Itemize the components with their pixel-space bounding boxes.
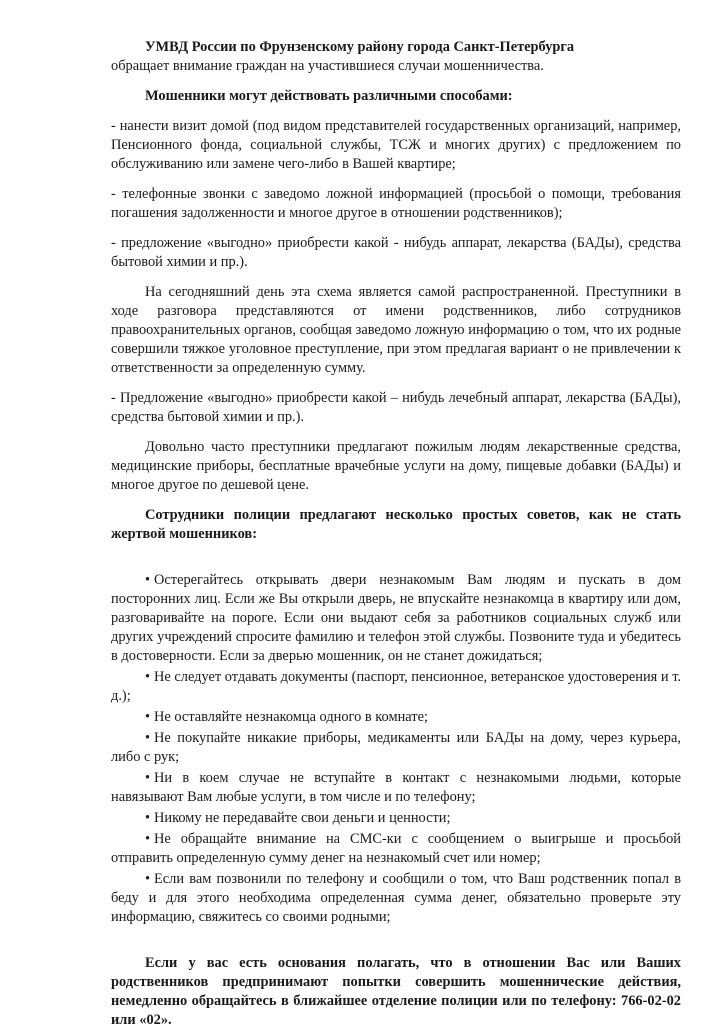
bullet-icon: • — [145, 871, 151, 887]
bullet-icon: • — [145, 810, 151, 826]
method-item: - телефонные звонки с заведомо ложной информацией (просьбой о помощи, требования погашения задолженности и многое другое в отношении родственников); — [111, 186, 681, 221]
advice-item-text: Никому не передавайте свои деньги и ценности; — [154, 810, 451, 826]
bullet-icon: • — [145, 770, 151, 786]
methods-heading: Мошенники могут действовать различными способами: — [145, 88, 513, 104]
advice-item-text: Если вам позвонили по телефону и сообщили о том, что Ваш родственник попал в беду и для этого необходима определенная сумма денег, обязательно проверьте эту информацию, свяжитесь со своими родными; — [111, 871, 681, 925]
advice-item-text: Не оставляйте незнакомца одного в комнате; — [154, 709, 428, 725]
method-item: - нанести визит домой (под видом представителей государственных организаций, например, Пенсионного фонда, социальной службы, ТСЖ и многих других) с предложением по обслуживанию или замене чего-либо в Вашей квартире; — [111, 118, 681, 172]
advice-item — [111, 668, 681, 706]
advice-list — [111, 571, 681, 927]
advice-item — [111, 769, 681, 807]
body-paragraph: Довольно часто преступники предлагают пожилым людям лекарственные средства, медицинские приборы, бесплатные врачебные услуги на дому, пищевые добавки (БАДы) и многое другое по дешевой цене. — [111, 439, 681, 493]
body-paragraph: На сегодняшний день эта схема является самой распространенной. Преступники в ходе разговора представляются от имени родственников, либо сотрудников правоохранительных органов, сообщая заведомо ложную информацию о том, что их родные совершили тяжкое уголовное преступление, при этом предлагая вариант о не привлечении к ответственности за определенную сумму. — [111, 284, 681, 376]
document-title: УМВД России по Фрунзенскому району города Санкт-Петербурга — [145, 39, 575, 55]
advice-item-text: Не обращайте внимание на СМС-ки с сообщением о выигрыше и просьбой отправить определенную сумму денег на незнакомый счет или номер; — [111, 831, 681, 866]
advice-item-text: Не следует отдавать документы (паспорт, пенсионное, ветеранское удостоверения и т. д.); — [111, 669, 681, 704]
advice-item — [111, 830, 681, 868]
advice-item — [111, 809, 681, 828]
advice-item-text: Ни в коем случае не вступайте в контакт с незнакомыми людьми, которые навязывают Вам любые услуги, в том числе и по телефону; — [111, 770, 681, 805]
advice-item — [111, 708, 681, 727]
advice-item-text: Не покупайте никакие приборы, медикаменты или БАДы на дому, через курьера, либо с рук; — [111, 730, 681, 765]
advice-heading: Сотрудники полиции предлагают несколько простых советов, как не стать жертвой мошенников: — [111, 507, 681, 542]
advice-item — [111, 571, 681, 666]
method-item: - предложение «выгодно» приобрести какой - нибудь аппарат, лекарства (БАДы), средства бытовой химии и пр.). — [111, 235, 681, 270]
document-subtitle: обращает внимание граждан на участившиеся случаи мошенничества. — [111, 58, 544, 74]
advice-item — [111, 729, 681, 767]
advice-item-text: Остерегайтесь открывать двери незнакомым Вам людям и пускать в дом посторонних лиц. Если же Вы открыли дверь, не впускайте незнакомца в квартиру или дом, разговаривайте на пороге. Если они выдают себя за работников социальных служб или других учреждений спросите фамилию и телефон этой службы. Позвоните туда и убедитесь в достоверности. Если за дверью мошенник, он не станет дожидаться; — [111, 572, 681, 664]
footer-notice: Если у вас есть основания полагать, что в отношении Вас или Ваших родственников предпринимают попытки совершить мошеннические действия, немедленно обращайтесь в ближайшее отделение полиции или по телефону: 766-02-02 или «02». — [111, 955, 681, 1028]
advice-item — [111, 870, 681, 927]
bullet-icon: • — [145, 669, 151, 685]
bullet-icon: • — [145, 831, 151, 847]
method-item: - Предложение «выгодно» приобрести какой – нибудь лечебный аппарат, лекарства (БАДы), средства бытовой химии и пр.). — [111, 390, 681, 425]
bullet-icon: • — [145, 572, 151, 588]
bullet-icon: • — [145, 730, 151, 746]
bullet-icon: • — [145, 709, 151, 725]
